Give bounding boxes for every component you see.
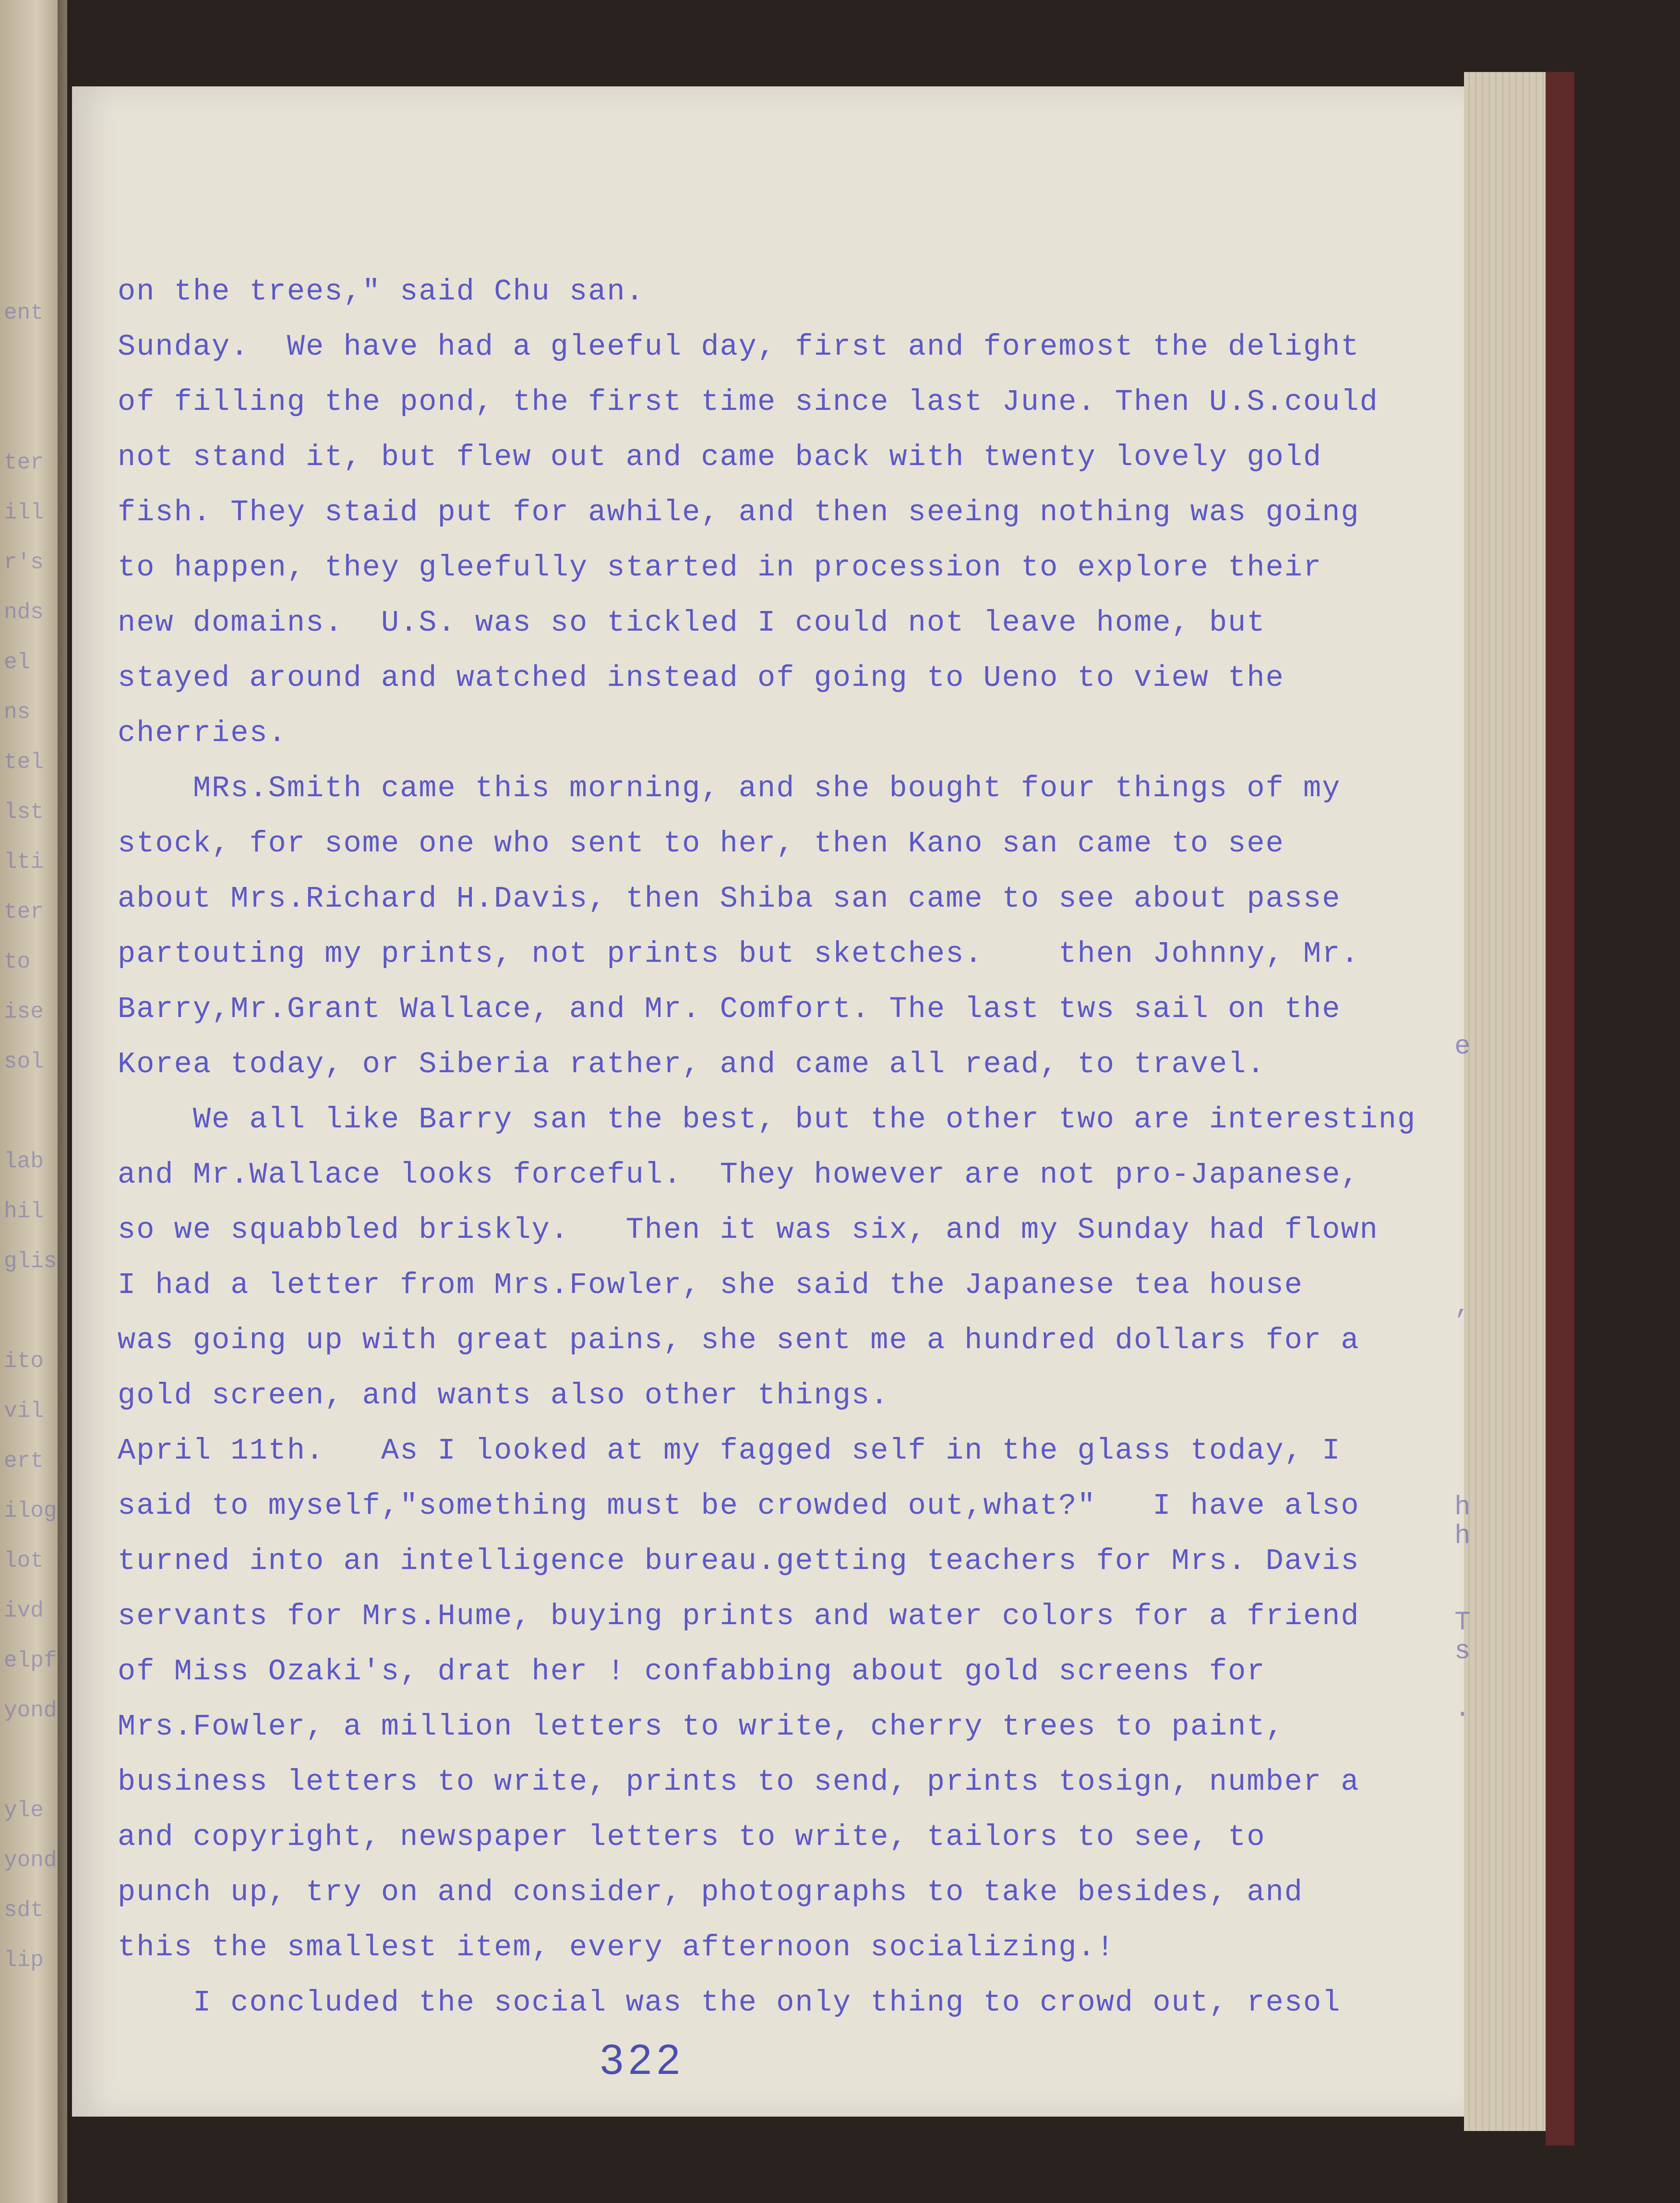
text-line: Barry,Mr.Grant Wallace, and Mr. Comfort. The last tws sail on the — [118, 992, 1341, 1026]
text-line: about Mrs.Richard H.Davis, then Shiba san came to see about passe — [118, 882, 1341, 916]
text-line: stock, for some one who sent to her, then Kano san came to see — [118, 826, 1284, 861]
handwritten-page-number: 322 — [600, 2035, 685, 2083]
facing-page-text-fragments: ent ter ill r's nds el ns tel lst lti ter to ise sol lab hil glis ito vil ert ilog lot ivd elpf yond yle yond sdt lip — [4, 300, 57, 1973]
text-line: I had a letter from Mrs.Fowler, she said the Japanese tea house — [118, 1268, 1303, 1302]
text-line: business letters to write, prints to send, prints tosign, number a — [118, 1765, 1360, 1799]
text-line: servants for Mrs.Hume, buying prints and water colors for a friend — [118, 1599, 1360, 1633]
text-line: this the smallest item, every afternoon socializing.! — [118, 1930, 1115, 1964]
text-line: gold screen, and wants also other things. — [118, 1378, 889, 1413]
text-line: not stand it, but flew out and came back with twenty lovely gold — [118, 440, 1322, 474]
text-line: and Mr.Wallace looks forceful. They however are not pro-Japanese, — [118, 1158, 1360, 1192]
text-line: punch up, try on and consider, photographs to take besides, and — [118, 1875, 1303, 1909]
text-line: cherries. — [118, 716, 287, 750]
typed-text-body — [118, 264, 1447, 2040]
text-line: was going up with great pains, she sent me a hundred dollars for a — [118, 1323, 1360, 1357]
text-line: stayed around and watched instead of going to Ueno to view the — [118, 661, 1284, 695]
text-line: partouting my prints, not prints but sketches. then Johnny, Mr. — [118, 937, 1360, 971]
text-line: of Miss Ozaki's, drat her ! confabbing about gold screens for — [118, 1654, 1266, 1688]
text-line: April 11th. As I looked at my fagged self in the glass today, I — [118, 1434, 1341, 1468]
text-line: turned into an intelligence bureau.getting teachers for Mrs. Davis — [118, 1544, 1360, 1578]
facing-page — [0, 0, 67, 2203]
text-line: Sunday. We have had a gleeful day, first and foremost the delight — [118, 330, 1360, 364]
right-edge-bleed-marks: e , h h T s . — [1454, 1031, 1471, 1724]
text-line — [118, 2030, 1447, 2040]
text-line: on the trees," said Chu san. — [118, 275, 645, 309]
text-line: and copyright, newspaper letters to write, tailors to see, to — [118, 1820, 1266, 1854]
text-line: Korea today, or Siberia rather, and came all read, to travel. — [118, 1047, 1266, 1081]
text-line: We all like Barry san the best, but the other two are interesting — [118, 1102, 1416, 1137]
text-line: I concluded the social was the only thing to crowd out, resol — [118, 1986, 1341, 2020]
text-line: fish. They staid put for awhile, and then seeing nothing was going — [118, 495, 1360, 529]
text-line: new domains. U.S. was so tickled I could not leave home, but — [118, 606, 1266, 640]
text-line: to happen, they gleefully started in procession to explore their — [118, 551, 1322, 585]
text-line: MRs.Smith came this morning, and she bought four things of my — [118, 771, 1341, 805]
text-line: of filling the pond, the first time since last June. Then U.S.could — [118, 385, 1379, 419]
book-binding — [1546, 72, 1574, 2145]
text-line: so we squabbled briskly. Then it was six, and my Sunday had flown — [118, 1213, 1379, 1247]
text-line: Mrs.Fowler, a million letters to write, cherry trees to paint, — [118, 1710, 1284, 1744]
text-line: said to myself,"something must be crowded out,what?" I have also — [118, 1489, 1360, 1523]
